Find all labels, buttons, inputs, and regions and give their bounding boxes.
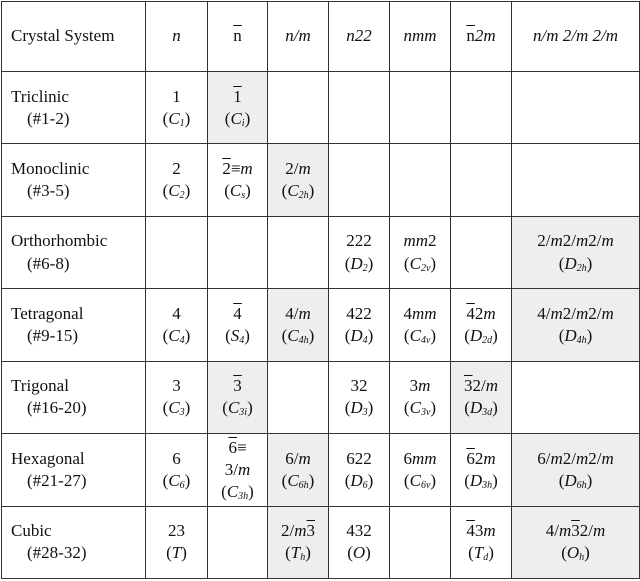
table-row: [2, 144, 640, 216]
point-group-cell: [512, 506, 640, 578]
point-group-cell: [451, 506, 512, 578]
schoenflies-symbol: $(C_s)$: [224, 181, 251, 202]
hermann-mauguin-symbol: 43m: [466, 521, 496, 541]
point-group-cell: [512, 72, 640, 144]
point-group-cell: [208, 434, 268, 506]
space-group-range: (#28-32): [27, 543, 87, 563]
table-row: [2, 434, 640, 506]
hermann-mauguin-symbol: 32: [350, 376, 368, 396]
point-group-cell: [390, 506, 451, 578]
point-group-cell: [329, 361, 390, 433]
crystal-system-name: Orthorhombic: [11, 231, 108, 251]
hermann-mauguin-symbol: 4mm: [403, 303, 437, 323]
point-group-cell: [146, 361, 208, 433]
schoenflies-symbol: $(C_{2v})$: [403, 253, 437, 274]
point-group-cell: [451, 289, 512, 361]
hermann-mauguin-symbol: 4/m2/m2/m: [537, 303, 614, 323]
point-group-cell: [390, 216, 451, 288]
hermann-mauguin-symbol: 6: [172, 448, 181, 468]
point-group-cell: [146, 216, 208, 288]
schoenflies-symbol: $(C_{3h})$: [221, 481, 254, 502]
point-group-cell: [146, 144, 208, 216]
crystal-system-cell: [2, 144, 146, 216]
point-group-cell: [329, 216, 390, 288]
hermann-mauguin-symbol: 6/m2/m2/m: [537, 448, 614, 468]
schoenflies-symbol: $(D_{3d})$: [464, 398, 498, 419]
point-group-cell: [208, 361, 268, 433]
hermann-mauguin-symbol: mm2: [403, 231, 437, 251]
point-group-cell: [329, 289, 390, 361]
header-col-n22: n22: [329, 2, 390, 72]
point-group-cell: [268, 434, 329, 506]
space-group-range: (#21-27): [27, 470, 87, 490]
point-group-cell: [329, 144, 390, 216]
point-group-cell: [329, 434, 390, 506]
crystal-system-name: Triclinic: [11, 86, 69, 106]
schoenflies-symbol: $(C_{6v})$: [403, 470, 437, 491]
point-group-cell: [208, 506, 268, 578]
hermann-mauguin-symbol: 4/m: [285, 303, 311, 323]
schoenflies-symbol: $(D_{3h})$: [464, 470, 498, 491]
hermann-mauguin-symbol: 32/m: [463, 376, 498, 396]
point-group-cell: [268, 361, 329, 433]
schoenflies-symbol: (O): [347, 543, 371, 563]
header-col-full: n/m 2/m 2/m: [512, 2, 640, 72]
schoenflies-symbol: $(O_h)$: [561, 543, 590, 564]
point-group-cell: [146, 72, 208, 144]
schoenflies-symbol: $(D_{2h})$: [558, 253, 593, 274]
schoenflies-symbol: $(C_6)$: [162, 470, 191, 491]
schoenflies-symbol: $(D_2)$: [344, 253, 374, 274]
schoenflies-symbol: $(D_{2d})$: [464, 325, 498, 346]
hermann-mauguin-symbol: 23: [168, 521, 185, 541]
hermann-mauguin-symbol: 2: [172, 159, 181, 179]
hermann-mauguin-symbol: 2≡m: [222, 159, 253, 179]
point-group-cell: [268, 506, 329, 578]
point-group-cell: [512, 361, 640, 433]
schoenflies-symbol: $(S_4)$: [225, 325, 250, 346]
hermann-mauguin-symbol: 622: [346, 448, 372, 468]
point-group-cell: [208, 216, 268, 288]
header-col-n-over-m: n/m: [268, 2, 329, 72]
hermann-mauguin-symbol: 62m: [466, 448, 496, 468]
crystal-system-name: Tetragonal: [11, 303, 84, 323]
point-group-cell: [451, 72, 512, 144]
hermann-mauguin-symbol: 222: [346, 231, 372, 251]
space-group-range: (#16-20): [27, 398, 87, 418]
table-row: [2, 361, 640, 433]
hermann-mauguin-symbol: 1: [233, 86, 242, 106]
schoenflies-symbol: $(C_1)$: [162, 108, 191, 129]
hermann-mauguin-symbol: 6≡: [228, 437, 247, 457]
schoenflies-symbol: $(D_{4h})$: [558, 325, 593, 346]
hermann-mauguin-symbol: 3: [172, 376, 181, 396]
hermann-mauguin-symbol: 4/m32/m: [545, 521, 606, 541]
schoenflies-symbol: $(C_{4v})$: [403, 325, 437, 346]
schoenflies-symbol: $(T_h)$: [285, 543, 311, 564]
header-col-nmm: nmm: [390, 2, 451, 72]
point-group-cell: [512, 216, 640, 288]
schoenflies-symbol: $(T_d)$: [468, 543, 494, 564]
schoenflies-symbol: $(C_2)$: [162, 181, 191, 202]
schoenflies-symbol: $(D_3)$: [344, 398, 374, 419]
point-group-cell: [146, 506, 208, 578]
hermann-mauguin-symbol: 2/m3: [280, 521, 315, 541]
hermann-mauguin-symbol: 422: [346, 303, 372, 323]
crystal-system-cell: [2, 289, 146, 361]
point-group-cell: [268, 72, 329, 144]
schoenflies-symbol: $(D_{6h})$: [558, 470, 593, 491]
point-group-cell: [390, 361, 451, 433]
point-group-cell: [268, 216, 329, 288]
point-group-cell: [146, 289, 208, 361]
crystal-system-cell: [2, 72, 146, 144]
header-crystal-system: Crystal System: [2, 2, 146, 72]
schoenflies-symbol: $(C_{3v})$: [403, 398, 437, 419]
table-row: [2, 506, 640, 578]
point-group-cell: [208, 72, 268, 144]
schoenflies-symbol: $(C_{4h})$: [281, 325, 315, 346]
crystal-system-cell: [2, 506, 146, 578]
hermann-mauguin-symbol: 42m: [466, 303, 496, 323]
point-group-cell: [451, 144, 512, 216]
hermann-mauguin-symbol: 2/m: [285, 159, 311, 179]
hermann-mauguin-symbol: 3m: [409, 376, 431, 396]
table-row: [2, 289, 640, 361]
hermann-mauguin-symbol: 1: [172, 86, 181, 106]
hermann-mauguin-symbol: 6mm: [403, 448, 437, 468]
point-group-cell: [390, 72, 451, 144]
point-group-cell: [208, 144, 268, 216]
point-group-cell: [512, 289, 640, 361]
point-group-cell: [390, 144, 451, 216]
point-group-cell: [512, 144, 640, 216]
point-group-cell: [390, 434, 451, 506]
header-col-nbar: $\overline{n}$: [208, 2, 268, 72]
hermann-mauguin-symbol: 432: [346, 521, 372, 541]
hermann-mauguin-symbol: 3: [233, 376, 242, 396]
schoenflies-symbol: $(C_i)$: [224, 108, 251, 129]
point-group-table: [1, 1, 640, 579]
schoenflies-symbol: $(C_{6h})$: [281, 470, 315, 491]
space-group-range: (#1-2): [27, 108, 70, 128]
space-group-range: (#3-5): [27, 181, 70, 201]
point-group-cell: [390, 289, 451, 361]
crystal-system-cell: [2, 434, 146, 506]
schoenflies-symbol: $(D_4)$: [344, 325, 374, 346]
schoenflies-symbol: $(C_3)$: [162, 398, 191, 419]
space-group-range: (#6-8): [27, 253, 70, 273]
schoenflies-symbol: $(C_{2h})$: [281, 181, 315, 202]
hermann-mauguin-symbol: 4: [172, 303, 181, 323]
point-group-cell: [329, 72, 390, 144]
hermann-mauguin-symbol: 2/m2/m2/m: [537, 231, 614, 251]
point-group-cell: [451, 434, 512, 506]
crystal-system-name: Trigonal: [11, 376, 69, 396]
crystal-system-cell: [2, 361, 146, 433]
space-group-range: (#9-15): [27, 325, 78, 345]
header-col-n: n: [146, 2, 208, 72]
point-group-cell: [329, 506, 390, 578]
crystal-system-name: Hexagonal: [11, 448, 85, 468]
point-group-cell: [451, 216, 512, 288]
crystal-system-name: Monoclinic: [11, 159, 90, 179]
schoenflies-symbol: (T): [166, 543, 187, 563]
schoenflies-symbol: $(D_6)$: [344, 470, 374, 491]
point-group-cell: [451, 361, 512, 433]
point-group-cell: [268, 289, 329, 361]
table-row: [2, 72, 640, 144]
hermann-mauguin-symbol: 4: [233, 303, 242, 323]
crystal-system-cell: [2, 216, 146, 288]
hermann-mauguin-symbol: 6/m: [285, 448, 311, 468]
header-col-nbar-2m: $\overline{n}2m$: [451, 2, 512, 72]
table-row: [2, 216, 640, 288]
point-group-cell: [146, 434, 208, 506]
schoenflies-symbol: $(C_4)$: [162, 325, 191, 346]
header-row: [2, 2, 640, 72]
crystal-system-name: Cubic: [11, 521, 52, 541]
point-group-cell: [268, 144, 329, 216]
point-group-cell: [512, 434, 640, 506]
schoenflies-symbol: $(C_{3i})$: [222, 398, 253, 419]
point-group-cell: [208, 289, 268, 361]
hermann-mauguin-symbol: 3/m: [224, 459, 251, 479]
